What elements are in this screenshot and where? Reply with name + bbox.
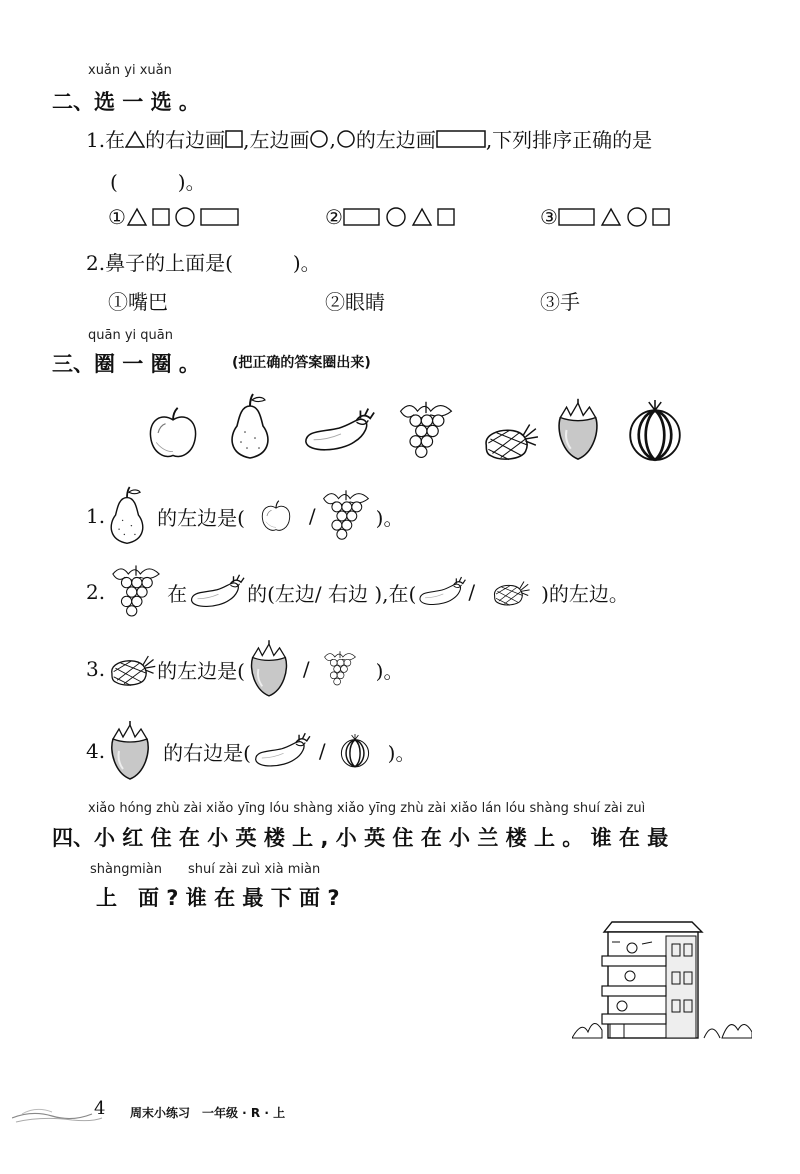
question-number: 1. <box>86 504 106 528</box>
circle-icon <box>626 206 648 228</box>
pear-icon <box>105 485 149 547</box>
section4-line2: 上 面 ? 谁 在 最 下 面 ? <box>96 886 340 910</box>
grapes-icon <box>392 398 460 464</box>
s2-q2-text: 2.鼻子的上面是( )。 <box>86 251 321 275</box>
grapes-icon <box>316 487 376 545</box>
rectangle-icon <box>343 207 381 227</box>
s2-q1-line1 <box>86 124 652 153</box>
grapes-icon <box>105 562 167 622</box>
s2-q1-answer-blank: ( )。 <box>110 170 206 194</box>
section3-subtitle: (把正确的答案圈出来) <box>232 355 371 371</box>
question-number: 4. <box>86 739 106 763</box>
s3-q3 <box>86 636 403 702</box>
square-icon <box>225 130 243 148</box>
section4-pinyin-line2b: shuí zài zuì xià miàn <box>188 862 321 877</box>
s2-q2-option-2: ②眼睛 <box>325 290 385 314</box>
triangle-icon <box>126 207 148 227</box>
apple-icon <box>145 402 201 464</box>
s2-q1-text-e: 的左边画 <box>355 128 436 152</box>
apartment-building-illustration <box>572 920 752 1040</box>
eggplant-icon <box>300 406 378 456</box>
s3-q1 <box>86 484 403 548</box>
watermelon-icon <box>624 398 686 464</box>
section4-line1: 四、小 红 住 在 小 英 楼 上 , 小 英 住 在 小 兰 楼 上 。 谁 在 最 <box>52 826 669 850</box>
s3-q1-text-end: )。 <box>375 505 404 530</box>
circle-icon <box>336 129 356 149</box>
section3-pinyin: quān yi quān <box>88 328 173 343</box>
option-marker: ① <box>108 205 126 229</box>
s2-q1-text-d: , <box>329 126 336 151</box>
triangle-icon <box>125 130 145 148</box>
question-number: 3. <box>86 657 106 681</box>
footer-text: 周末小练习 一年级 · R · 上 <box>130 1106 286 1120</box>
strawberry-icon <box>105 720 155 782</box>
pineapple-icon <box>478 414 540 466</box>
option-marker: ③ <box>540 205 558 229</box>
s3-q1-text: 的左边是( <box>157 505 245 530</box>
triangle-icon <box>411 207 433 227</box>
s3-q4-text-end: )。 <box>387 740 416 765</box>
page-number: 4 <box>94 1098 106 1119</box>
square-icon <box>652 207 672 227</box>
section4-pinyin-line1: xiǎo hóng zhù zài xiǎo yīng lóu shàng xiǎo yīng zhù zài xiǎo lán lóu shàng shuí zài zuì <box>88 801 646 816</box>
s2-q1-text-f: ,下列排序正确的是 <box>485 128 653 152</box>
eggplant-icon <box>251 730 313 772</box>
square-icon <box>152 208 170 226</box>
s2-q2-option-3: ③手 <box>540 290 580 314</box>
eggplant-icon <box>416 575 468 609</box>
section4-pinyin-line2a: shàngmiàn <box>90 862 162 877</box>
circle-icon <box>309 129 329 149</box>
s3-q2-text-c: )的左边。 <box>541 581 629 606</box>
circle-icon <box>174 206 196 228</box>
watermelon-icon <box>338 732 372 770</box>
slash: / <box>308 504 316 528</box>
slash: / <box>318 739 326 763</box>
rectangle-icon <box>436 129 486 149</box>
s3-q4 <box>86 718 415 784</box>
strawberry-icon <box>552 398 604 462</box>
section2-title: 二、选 一 选 。 <box>52 90 200 114</box>
footer-decoration <box>12 1096 132 1126</box>
option-marker: ② <box>325 205 343 229</box>
s3-q2-text-a: 在 <box>167 581 188 606</box>
triangle-icon <box>600 207 622 227</box>
s3-q4-text: 的右边是( <box>163 740 251 765</box>
s2-q1-option-1 <box>108 205 240 229</box>
section2-pinyin: xuǎn yi xuǎn <box>88 63 172 78</box>
question-number: 2. <box>86 580 106 604</box>
circle-icon <box>385 206 407 228</box>
s2-q1-option-3 <box>540 205 672 229</box>
s2-q2-option-1: ①嘴巴 <box>108 290 168 314</box>
eggplant-icon <box>187 572 247 612</box>
pear-icon <box>225 392 275 462</box>
s3-q2 <box>86 560 629 624</box>
s3-q3-text-end: )。 <box>375 658 404 683</box>
apple-icon <box>259 498 293 534</box>
s2-q1-text-b: 的右边画 <box>145 128 226 152</box>
slash: / <box>302 657 310 681</box>
slash: / <box>468 580 476 604</box>
rectangle-icon <box>200 207 240 227</box>
s2-q1-text-a: 1.在 <box>86 128 126 152</box>
strawberry-icon <box>245 638 293 700</box>
s2-q1-option-2 <box>325 205 457 229</box>
rectangle-icon <box>558 207 596 227</box>
grapes-icon <box>320 649 360 689</box>
square-icon <box>437 207 457 227</box>
section3-title: 三、圈 一 圈 。 <box>52 352 200 376</box>
pineapple-icon <box>105 647 157 691</box>
s3-q2-text-b: 的(左边/ 右边 ),在( <box>247 581 417 606</box>
pineapple-icon <box>489 574 531 610</box>
s2-q1-text-c: ,左边画 <box>243 128 310 152</box>
s3-q3-text: 的左边是( <box>157 658 245 683</box>
